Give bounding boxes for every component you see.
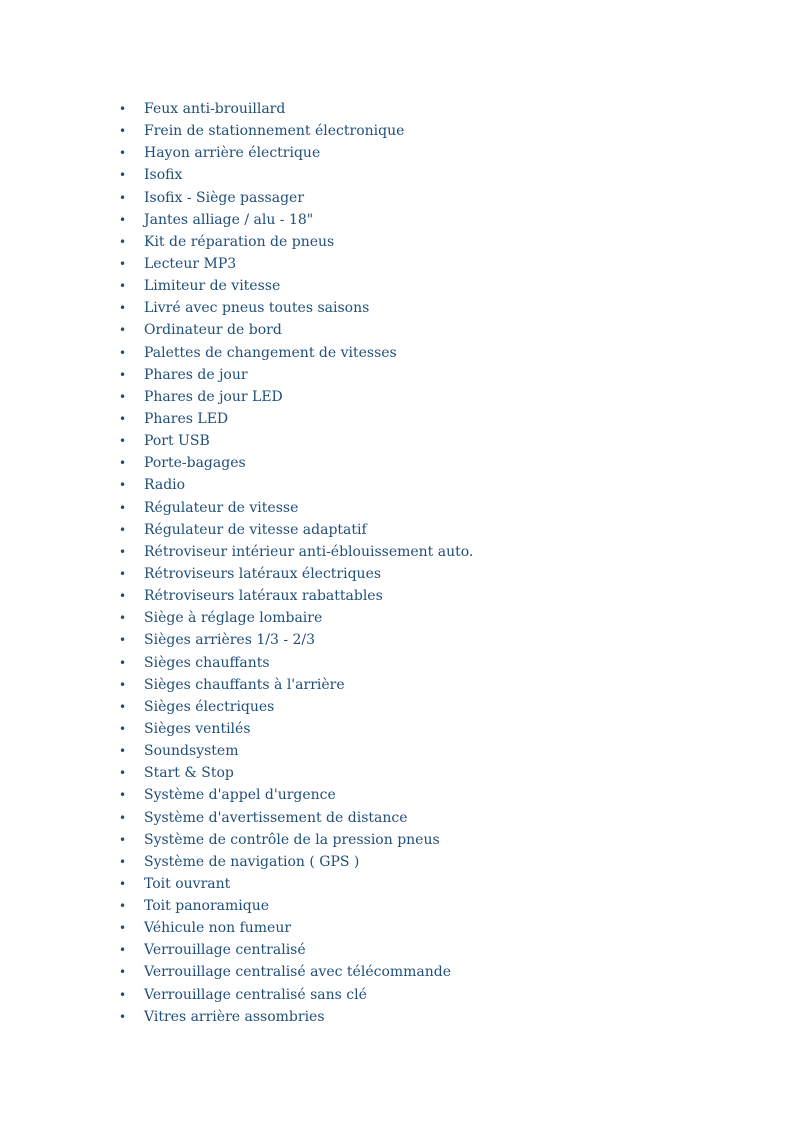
bullet-icon: •	[119, 677, 127, 692]
bullet-icon: •	[119, 943, 127, 958]
list-item-text: Régulateur de vitesse adaptatif	[144, 521, 367, 538]
list-item	[118, 120, 758, 142]
list-item-text: Phares LED	[144, 410, 229, 427]
list-item	[118, 718, 758, 740]
list-item	[118, 652, 758, 674]
list-item	[118, 895, 758, 917]
bullet-icon: •	[119, 633, 127, 648]
list-item-text: Livré avec pneus toutes saisons	[144, 300, 370, 317]
bullet-icon: •	[119, 1009, 127, 1024]
list-item	[118, 629, 758, 651]
bullet-icon: •	[119, 234, 127, 249]
list-item-text: Verrouillage centralisé avec télécommande	[144, 964, 452, 981]
list-item	[118, 585, 758, 607]
list-item-text: Rétroviseurs latéraux rabattables	[144, 588, 383, 605]
bullet-icon: •	[119, 124, 127, 139]
list-item-text: Sièges électriques	[144, 698, 275, 715]
list-item-text: Palettes de changement de vitesses	[144, 344, 397, 361]
list-item	[118, 319, 758, 341]
list-item	[118, 807, 758, 829]
list-item-text: Sièges arrières 1/3 - 2/3	[144, 632, 316, 649]
bullet-icon: •	[119, 899, 127, 914]
bullet-icon: •	[119, 810, 127, 825]
bullet-icon: •	[119, 279, 127, 294]
list-item-text: Toit ouvrant	[144, 875, 231, 892]
bullet-icon: •	[119, 921, 127, 936]
list-item	[118, 342, 758, 364]
bullet-icon: •	[119, 456, 127, 471]
list-item	[118, 762, 758, 784]
bullet-icon: •	[119, 611, 127, 626]
list-item-text: Limiteur de vitesse	[144, 278, 281, 295]
list-item	[118, 519, 758, 541]
list-item-text: Phares de jour LED	[144, 388, 283, 405]
list-item	[118, 961, 758, 983]
list-item	[118, 408, 758, 430]
list-item-text: Soundsystem	[144, 743, 239, 760]
list-item	[118, 740, 758, 762]
list-item	[118, 209, 758, 231]
list-item-text: Verrouillage centralisé	[144, 942, 306, 959]
list-item-text: Isofix - Siège passager	[144, 189, 305, 206]
list-item-text: Système de contrôle de la pression pneus	[144, 831, 440, 848]
bullet-icon: •	[119, 190, 127, 205]
bullet-icon: •	[119, 566, 127, 581]
list-item	[118, 98, 758, 120]
list-item-text: Rétroviseur intérieur anti-éblouissement auto.	[144, 543, 474, 560]
list-item-text: Sièges chauffants	[144, 654, 270, 671]
bullet-icon: •	[119, 168, 127, 183]
list-item	[118, 829, 758, 851]
list-item	[118, 297, 758, 319]
bullet-icon: •	[119, 987, 127, 1002]
list-item	[118, 386, 758, 408]
list-item-text: Ordinateur de bord	[144, 322, 282, 339]
bullet-icon: •	[119, 832, 127, 847]
list-item	[118, 939, 758, 961]
list-item-text: Phares de jour	[144, 366, 248, 383]
list-item	[118, 452, 758, 474]
bullet-icon: •	[119, 434, 127, 449]
list-item-text: Système d'avertissement de distance	[144, 809, 408, 826]
list-item-text: Feux anti-brouillard	[144, 101, 286, 117]
bullet-icon: •	[119, 876, 127, 891]
list-item-text: Sièges chauffants à l'arrière	[144, 676, 345, 693]
list-item	[118, 851, 758, 873]
bullet-icon: •	[119, 323, 127, 338]
list-item	[118, 275, 758, 297]
list-item-text: Véhicule non fumeur	[144, 920, 292, 937]
list-item	[118, 696, 758, 718]
list-item	[118, 364, 758, 386]
bullet-icon: •	[119, 389, 127, 404]
list-item-text: Verrouillage centralisé sans clé	[144, 986, 367, 1003]
list-item-text: Porte-bagages	[144, 455, 246, 472]
bullet-icon: •	[119, 854, 127, 869]
list-item-text: Port USB	[144, 433, 210, 450]
list-item-text: Sièges ventilés	[144, 720, 251, 737]
list-item-text: Jantes alliage / alu - 18"	[144, 211, 314, 228]
list-item	[118, 607, 758, 629]
bullet-icon: •	[119, 256, 127, 271]
bullet-icon: •	[119, 544, 127, 559]
bullet-icon: •	[119, 744, 127, 759]
bullet-icon: •	[119, 655, 127, 670]
list-item	[118, 784, 758, 806]
bullet-icon: •	[119, 102, 127, 116]
bullet-icon: •	[119, 721, 127, 736]
list-item-text: Hayon arrière électrique	[144, 145, 321, 162]
list-item-text: Toit panoramique	[144, 898, 270, 915]
list-item	[118, 541, 758, 563]
bullet-icon: •	[119, 589, 127, 604]
bullet-icon: •	[119, 411, 127, 426]
list-item-text: Rétroviseurs latéraux électriques	[144, 565, 382, 582]
list-item-text: Siège à réglage lombaire	[144, 610, 323, 627]
list-item-text: Frein de stationnement électronique	[144, 123, 405, 140]
list-item	[118, 253, 758, 275]
list-item-text: Lecteur MP3	[144, 255, 237, 272]
list-item	[118, 873, 758, 895]
list-item-text: Régulateur de vitesse	[144, 499, 299, 516]
list-item-text: Isofix	[144, 167, 183, 184]
list-item	[118, 430, 758, 452]
list-item	[118, 563, 758, 585]
list-item-text: Vitres arrière assombries	[144, 1008, 325, 1025]
list-item-text: Système d'appel d'urgence	[144, 787, 336, 804]
bullet-icon: •	[119, 345, 127, 360]
bullet-icon: •	[119, 965, 127, 980]
list-item	[118, 984, 758, 1006]
list-item	[118, 164, 758, 186]
bullet-icon: •	[119, 478, 127, 493]
bullet-icon: •	[119, 146, 127, 161]
bullet-icon: •	[119, 788, 127, 803]
list-item	[118, 231, 758, 253]
feature-list	[118, 98, 758, 1028]
list-item-text: Kit de réparation de pneus	[144, 233, 335, 250]
list-item	[118, 187, 758, 209]
list-item	[118, 142, 758, 164]
list-item	[118, 497, 758, 519]
bullet-icon: •	[119, 522, 127, 537]
list-item-text: Système de navigation ( GPS )	[144, 853, 360, 870]
bullet-icon: •	[119, 500, 127, 515]
list-item	[118, 674, 758, 696]
list-item-text: Start & Stop	[144, 765, 234, 782]
bullet-icon: •	[119, 301, 127, 316]
bullet-icon: •	[119, 212, 127, 227]
bullet-icon: •	[119, 367, 127, 382]
list-item	[118, 917, 758, 939]
list-item-text: Radio	[144, 477, 186, 494]
bullet-icon: •	[119, 766, 127, 781]
list-item	[118, 474, 758, 496]
bullet-icon: •	[119, 699, 127, 714]
list-item	[118, 1006, 758, 1028]
